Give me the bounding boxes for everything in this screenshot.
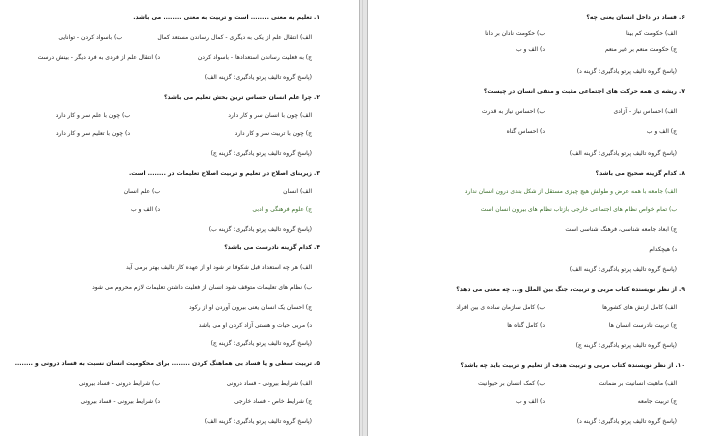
question-1: ۱. تعلیم به معنی ........ است و تربیت به معنی ........ می باشد. [133,14,320,21]
option-line: ب) نظام های تعلیمات متوقف شود انسان از فعلیت داشتن تعلیمات لازم محروم می شود [92,284,312,291]
option-line: ج) حکومت منعم بر غیر منعم [604,46,677,53]
answer-line: (پاسخ گروه تالیف پرتو یادگیری: گزینه ب) [208,226,312,233]
option-line: د) شرایط بیرونی - فساد بیرونی [80,398,160,405]
option-line: ب) کمک انسان بر حیوانیت [478,380,545,387]
option-line: ب) تمام خواص نظام های اجتماعی خارجی بازتاب نظام های بیرون انسان است [480,206,677,213]
option-line: د) الف و ب [131,206,160,213]
option-line: د) هیچکدام [649,246,677,253]
option-line: ب) باسواد کردن - توانایی [58,34,122,41]
answer-line: (پاسخ گروه تالیف پرتو یادگیری: گزینه ج) [575,342,677,349]
option-line: الف) ماهیت انسانیت بر ضمانت [598,380,677,387]
question-2: ۲. چرا علم انسان حساس ترین بخش تعلیم می باشد؟ [164,94,320,101]
question-9: ۹. از نظر نویسنده کتاب مربی و تربیت، جنگ بین الملل و... چه معنی می دهد؟ [456,286,685,293]
option-line: ب) علم انسان [123,188,160,195]
option-line: د) کامل گناه ها [507,322,545,329]
option-line: الف) شرایط بیرونی - فساد درونی [226,380,312,387]
question-8: ۸. کدام گزینه صحیح می باشد؟ [595,170,685,177]
option-line: د) الف و ب [516,46,545,53]
option-line: ج) علوم فرهنگی و ادبی [252,206,312,213]
option-line: د) مربی حیات و هستی آزاد کردن او می باشد [198,322,312,329]
answer-line: (پاسخ گروه تالیف پرتو یادگیری: گزینه د) [576,68,677,75]
option-line: الف) حکومت کم بینا [626,30,677,37]
option-line: ج) تربیت جامعه [637,398,677,405]
option-line: الف) احساس نیاز - آزادی [613,108,677,115]
option-line: الف) چون با انسان سر و کار دارد [228,112,312,119]
option-line: ج) تربیت نادرست انسان ها [608,322,677,329]
question-7: ۷. ریشه ی همه حرکت های اجتماعی مثبت و منفی انسان در چیست؟ [483,88,685,95]
option-line: د) الف و ب [516,398,545,405]
question-3: ۳. زیربنای اصلاح در تعلیم و تربیت اصلاح تعلیمات در ........ است. [128,170,320,177]
answer-line: (پاسخ گروه تالیف پرتو یادگیری: گزینه الف) [569,266,677,273]
answer-line: (پاسخ گروه تالیف پرتو یادگیری: گزینه الف) [204,74,312,81]
option-line: ب) احساس نیاز به قدرت [481,108,545,115]
option-line: الف) کامل ارتش های کشورها [602,304,677,311]
answer-line: (پاسخ گروه تالیف پرتو یادگیری: گزینه ج) [210,150,312,157]
option-line: ج) احسان یک انسان یعنی بیرون آوردن او از رکود [189,304,312,311]
option-line: ب) شرایط درونی - فساد بیرونی [78,380,160,387]
option-line: الف) انسان [283,188,312,195]
option-line: ب) کامل سازمان ساده ی بین افراد [456,304,545,311]
option-line: الف) هر چه استعداد قبل شکوفا تر شود او از عهده کار تالیف بهتر برمی آید [125,264,312,271]
option-line: د) چون با تعلیم سر و کار دارد [55,130,130,137]
option-line: الف) جامعه با همه عرض و طولش هیچ چیزی مستقل از شکل بندی درون انسان ندارد [464,188,677,195]
option-line: ج) شرایط خاص - فساد خارجی [234,398,312,405]
question-6: ۶. فساد در داخل انسان یعنی چه؟ [586,14,685,21]
document-page-left [0,0,360,436]
option-line: ب) چون با علم سر و کار دارد [55,112,130,119]
question-10: ۱۰. از نظر نویسنده کتاب مربی و تربیت هدف از تعلیم و تربیت باید چه باشد؟ [460,362,685,369]
answer-line: (پاسخ گروه تالیف پرتو یادگیری: گزینه الف) [569,150,677,157]
document-page-right [367,0,725,436]
option-line: الف) انتقال علم از یکی به دیگری - کمال رساندن مستعد کمال [157,34,312,41]
option-line: ج) ابعاد جامعه شناسی، فرهنگ شناسی است [565,226,677,233]
question-5: ۵. تربیت سطی و یا فساد بی هماهنگ کردن ........ برای محکومیت انسان نسبت به فساد درونی و ........ [14,360,320,367]
option-line: د) احساس گناه [506,128,545,135]
option-line: د) انتقال علم از فردی به فرد دیگر - بینش درست [37,54,160,61]
option-line: ج) چون با تربیت سر و کار دارد [234,130,312,137]
option-line: ب) حکومت نادان بر دانا [485,30,545,37]
option-line: ج) الف و ب [646,128,677,135]
question-4: ۴. کدام گزینه نادرست می باشد؟ [224,244,320,251]
option-line: ج) به فعلیت رساندن استعدادها - باسواد کردن [197,54,312,61]
answer-line: (پاسخ گروه تالیف پرتو یادگیری: گزینه الف) [204,418,312,425]
answer-line: (پاسخ گروه تالیف پرتو یادگیری: گزینه ج) [210,340,312,347]
page-gutter [362,0,363,436]
answer-line: (پاسخ گروه تالیف پرتو یادگیری: گزینه د) [576,418,677,425]
